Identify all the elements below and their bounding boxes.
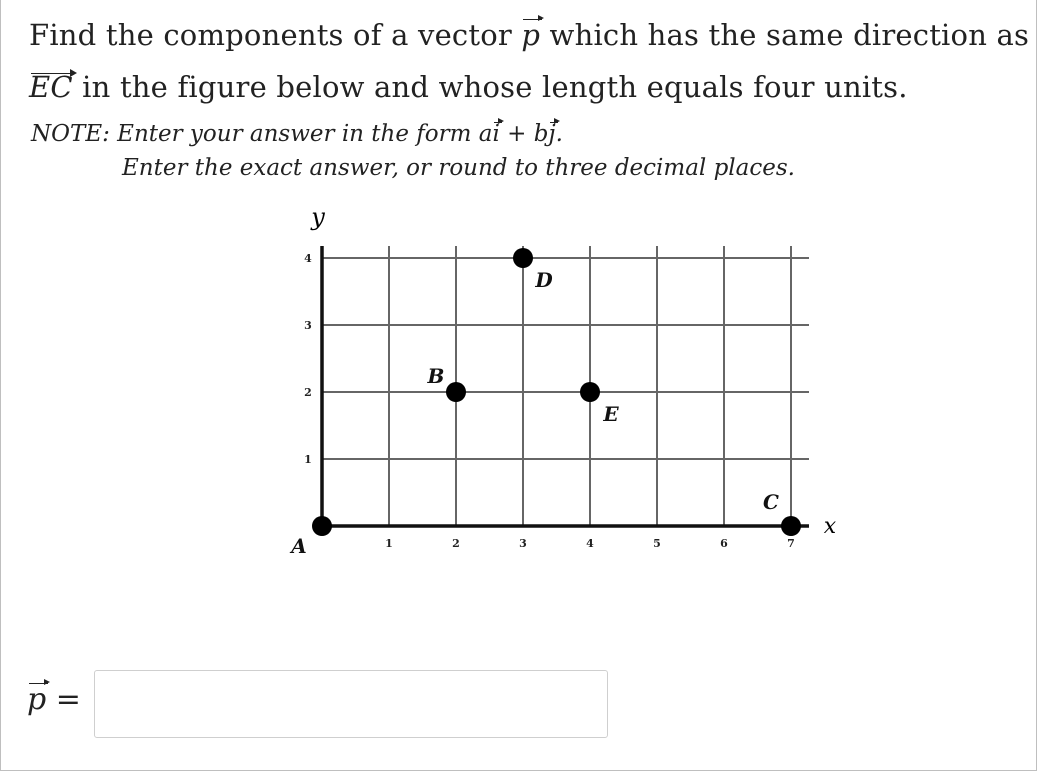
point-label-d: D: [535, 268, 553, 292]
y-tick-label: 1: [304, 453, 312, 466]
y-tick-label: 4: [304, 252, 312, 265]
point-label-e: E: [603, 402, 619, 426]
point-c: [781, 516, 801, 536]
point-a: [312, 516, 332, 536]
y-axis-label: y: [311, 203, 325, 231]
vector-p-symbol: p: [521, 18, 541, 52]
x-tick-label: 5: [653, 537, 661, 550]
point-e: [580, 382, 600, 402]
x-tick-label: 6: [720, 537, 728, 550]
x-tick-label: 1: [385, 537, 393, 550]
x-tick-label: 2: [452, 537, 460, 550]
point-label-a: A: [291, 534, 307, 558]
point-label-b: B: [427, 364, 445, 388]
x-axis-label: x: [823, 514, 837, 539]
y-tick-label: 2: [304, 386, 312, 399]
axes: [322, 246, 809, 526]
vector-ec-symbol: EC: [29, 70, 73, 104]
x-tick-label: 7: [787, 537, 795, 550]
point-b: [446, 382, 466, 402]
x-tick-label: 3: [519, 537, 527, 550]
point-d: [513, 248, 533, 268]
x-tick-label: 4: [586, 537, 594, 550]
tick-labels: [304, 252, 795, 550]
y-tick-label: 3: [304, 319, 312, 332]
problem-line-1: Find the components of a vector p which has the same direction as: [29, 18, 1030, 52]
grid-lines: [322, 246, 809, 526]
problem-line-2: EC in the figure below and whose length equals four units.: [29, 70, 908, 104]
note-line-1: NOTE: Enter your answer in the form ai + bj.: [31, 121, 563, 147]
point-label-c: C: [763, 490, 779, 514]
answer-label: p =: [27, 682, 81, 717]
note-line-2: Enter the exact answer, or round to three decimal places.: [122, 155, 795, 181]
answer-input[interactable]: [94, 670, 608, 738]
